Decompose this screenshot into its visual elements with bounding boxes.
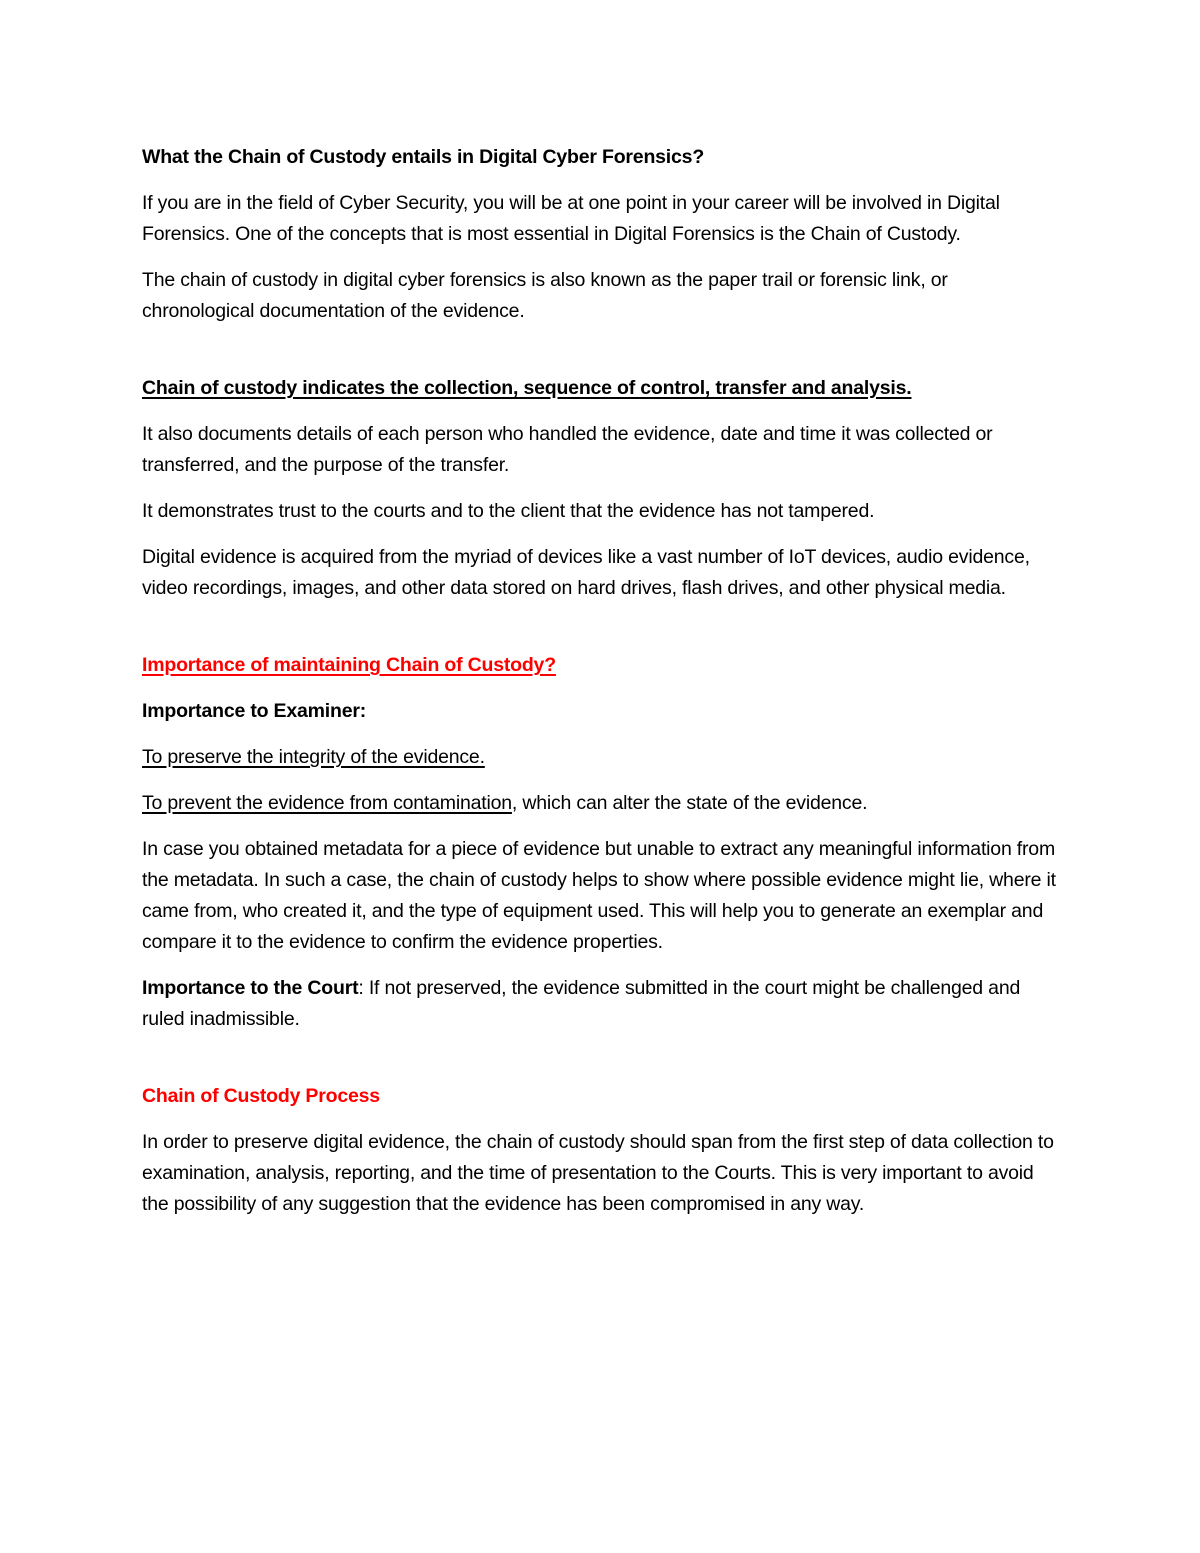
document-title: What the Chain of Custody entails in Digital Cyber Forensics? bbox=[142, 146, 705, 168]
definition-heading: Chain of custody indicates the collection, sequence of control, transfer and analysis. bbox=[142, 377, 912, 399]
intro-paragraph-1: If you are in the field of Cyber Security, you will be at one point in your career will be involved in Digital Forensics. One of the concepts that is most essential in Digital Forensics is the Chain of Custody. bbox=[142, 192, 1000, 245]
court-paragraph bbox=[142, 973, 1062, 1035]
examiner-heading: Importance to Examiner: bbox=[142, 700, 367, 722]
examiner-point-2-rest: , which can alter the state of the evidence. bbox=[511, 792, 868, 814]
process-heading: Chain of Custody Process bbox=[142, 1085, 380, 1107]
process-paragraph: In order to preserve digital evidence, the chain of custody should span from the first step of data collection to examination, analysis, reporting, and the time of presentation to the Courts. This is very important to avoid the possibility of any suggestion that the evidence has been compromised in any way. bbox=[142, 1131, 1054, 1215]
importance-heading: Importance of maintaining Chain of Custody? bbox=[142, 654, 556, 676]
definition-paragraph-1: It also documents details of each person who handled the evidence, date and time it was collected or transferred, and the purpose of the transfer. bbox=[142, 423, 993, 476]
definition-paragraph-2: It demonstrates trust to the courts and to the client that the evidence has not tampered. bbox=[142, 500, 875, 522]
examiner-point-1-text: To preserve the integrity of the evidence. bbox=[142, 746, 485, 768]
examiner-point-1 bbox=[142, 742, 1062, 773]
blank-line bbox=[142, 342, 1062, 373]
court-label: Importance to the Court bbox=[142, 977, 359, 999]
examiner-point-2 bbox=[142, 788, 1062, 819]
blank-line bbox=[142, 1050, 1062, 1081]
blank-line bbox=[142, 619, 1062, 650]
examiner-paragraph: In case you obtained metadata for a piece of evidence but unable to extract any meaningful information from the metadata. In such a case, the chain of custody helps to show where possible evidence might lie, where it came from, who created it, and the type of equipment used. This will help you to generate an exemplar and compare it to the evidence to confirm the evidence properties. bbox=[142, 838, 1056, 953]
examiner-point-2-underlined: To prevent the evidence from contamination bbox=[142, 792, 512, 814]
court-text: : If not preserved, the evidence submitted in the court might be challenged and ruled inadmissible. bbox=[142, 977, 1021, 1030]
definition-paragraph-3: Digital evidence is acquired from the myriad of devices like a vast number of IoT devices, audio evidence, video recordings, images, and other data stored on hard drives, flash drives, and other physical media. bbox=[142, 546, 1030, 599]
intro-paragraph-2: The chain of custody in digital cyber forensics is also known as the paper trail or forensic link, or chronological documentation of the evidence. bbox=[142, 269, 948, 322]
document-body bbox=[142, 142, 1062, 1235]
